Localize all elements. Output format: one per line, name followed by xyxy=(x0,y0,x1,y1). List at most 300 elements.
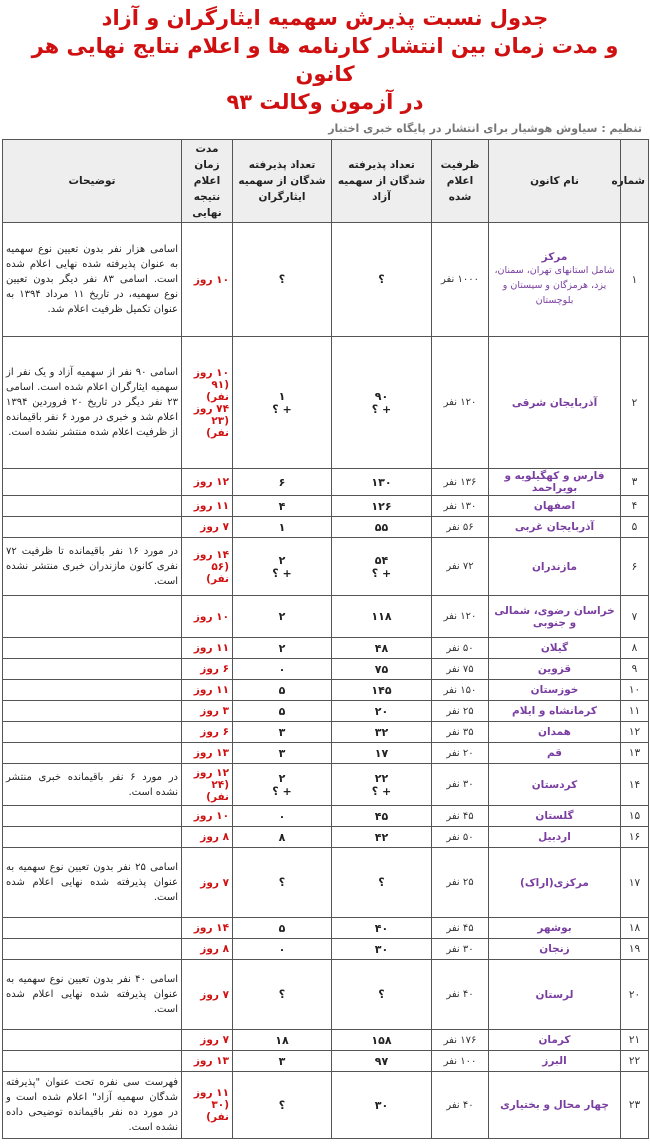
row-number-text: ۲ xyxy=(631,396,638,409)
bar-name-text: خراسان رضوی، شمالی و جنوبی xyxy=(494,604,615,629)
capacity-cell xyxy=(432,722,489,743)
free-quota-cell-text: ۱۷ xyxy=(374,746,389,760)
duration-cell xyxy=(182,743,233,764)
veteran-quota-cell-text: ۵ xyxy=(278,921,286,935)
bar-name-text: همدان xyxy=(538,726,571,738)
table-row xyxy=(3,1072,649,1139)
free-quota-cell xyxy=(332,496,432,517)
veteran-quota-cell-text: ۰ xyxy=(278,942,286,956)
table-row xyxy=(3,517,649,538)
veteran-quota-cell-text: + ؟ xyxy=(272,784,292,798)
bar-name xyxy=(489,223,621,337)
header-capacity: ظرفیت اعلام شده xyxy=(432,140,489,223)
row-number-text: ۱۴ xyxy=(628,778,641,791)
veteran-quota-cell-text: ۶ xyxy=(278,475,286,489)
capacity-cell xyxy=(432,538,489,596)
capacity-cell-text: ۱۲۰ نفر xyxy=(443,397,477,408)
capacity-cell-text: ۱۲۰ نفر xyxy=(443,611,477,622)
bar-name xyxy=(489,469,621,496)
bar-name-text: مرکزی(اراک) xyxy=(520,876,589,889)
free-quota-cell xyxy=(332,1051,432,1072)
duration-cell-text: (۲۴ نفر) xyxy=(206,778,229,803)
duration-cell-text: ۱۰ روز xyxy=(193,610,229,623)
duration-cell-text: ۸ روز xyxy=(200,943,229,955)
row-number-text: ۲۱ xyxy=(628,1034,641,1046)
duration-cell xyxy=(182,1030,233,1051)
bar-name-text: آذربایجان شرقی xyxy=(511,396,598,409)
duration-cell-text: ۷۴ روز xyxy=(193,402,229,415)
title-line-3: در آزمون وکالت ۹۳ xyxy=(226,90,424,114)
row-number-text: ۱۹ xyxy=(628,943,641,955)
bar-name-text: آذربایجان غربی xyxy=(514,521,595,533)
veteran-quota-cell-text: ؟ xyxy=(278,988,286,1001)
bar-name xyxy=(489,496,621,517)
notes-cell xyxy=(3,538,182,596)
title-line-1: جدول نسبت پذیرش سهمیه ایثارگران و آزاد xyxy=(101,6,549,30)
row-number xyxy=(621,337,649,469)
duration-cell-text: ۱۰ روز xyxy=(193,273,229,286)
veteran-quota-cell-text: + ؟ xyxy=(272,566,292,580)
bar-name-text: لرستان xyxy=(535,988,574,1001)
row-number-text: ۷ xyxy=(631,610,638,623)
row-number xyxy=(621,764,649,806)
bar-name xyxy=(489,939,621,960)
table-row xyxy=(3,337,649,469)
row-number-text: ۱۶ xyxy=(628,831,641,843)
row-number xyxy=(621,659,649,680)
duration-cell-text: ۱۱ روز xyxy=(193,684,229,696)
duration-cell-text: (۳۰ نفر) xyxy=(206,1099,229,1123)
table-row xyxy=(3,764,649,806)
header-free-quota: تعداد پذیرفته شدگان از سهمیه آزاد xyxy=(332,140,432,223)
veteran-quota-cell xyxy=(233,659,332,680)
capacity-cell-text: ۴۰ نفر xyxy=(446,989,474,1000)
veteran-quota-cell xyxy=(233,538,332,596)
capacity-cell-text: ۱۵۰ نفر xyxy=(443,684,477,696)
bar-name xyxy=(489,722,621,743)
duration-cell xyxy=(182,517,233,538)
bar-name xyxy=(489,517,621,538)
row-number-text: ۵ xyxy=(631,521,638,533)
veteran-quota-cell-text: ۲ xyxy=(278,610,286,623)
row-number xyxy=(621,848,649,918)
bar-name xyxy=(489,659,621,680)
free-quota-cell-text: + ؟ xyxy=(371,402,392,416)
duration-cell-text: (۲۳ نفر) xyxy=(206,414,229,439)
bar-name-text: کرمان xyxy=(538,1034,571,1046)
veteran-quota-cell-text: ۸ xyxy=(278,830,286,844)
bar-name xyxy=(489,1072,621,1139)
veteran-quota-cell xyxy=(233,848,332,918)
free-quota-cell-text: ۷۵ xyxy=(374,662,389,676)
duration-cell-text: ۱۰ روز xyxy=(193,366,229,379)
table-row xyxy=(3,680,649,701)
bar-name xyxy=(489,596,621,638)
table-row xyxy=(3,939,649,960)
free-quota-cell-text: ۴۲ xyxy=(374,830,389,844)
notes-cell xyxy=(3,1072,182,1139)
free-quota-cell xyxy=(332,680,432,701)
row-number-text: ۱۸ xyxy=(628,922,641,934)
row-number-text: ۳ xyxy=(631,476,638,488)
row-number-text: ۱۱ xyxy=(628,705,641,717)
notes-cell-text: در مورد ۱۶ نفر باقیمانده تا ظرفیت ۷۲ نفری کانون مازندران خبری منتشر نشده است. xyxy=(6,546,178,587)
free-quota-cell-text: ۳۰ xyxy=(374,1098,389,1112)
bar-name xyxy=(489,848,621,918)
row-number-text: ۹ xyxy=(631,663,638,675)
veteran-quota-cell-text: ۲ xyxy=(278,641,286,655)
veteran-quota-cell xyxy=(233,1051,332,1072)
row-number-text: ۲۳ xyxy=(628,1099,641,1111)
row-number-text: ۱۷ xyxy=(628,876,641,889)
row-number-text: ۱ xyxy=(631,273,638,286)
notes-cell xyxy=(3,848,182,918)
free-quota-cell-text: ؟ xyxy=(378,876,385,889)
duration-cell xyxy=(182,638,233,659)
row-number xyxy=(621,918,649,939)
notes-cell xyxy=(3,743,182,764)
notes-cell xyxy=(3,680,182,701)
row-number xyxy=(621,638,649,659)
capacity-cell xyxy=(432,918,489,939)
header-notes: توضیحات xyxy=(3,140,182,223)
notes-cell-text: اسامی ۹۰ نفر از سهمیه آزاد و یک نفر از سهمیه ایثارگران اعلام شده است. اسامی ۲۳ نفر دیگر در تاریخ ۲۰ فروردین ۱۳۹۴ اعلام شد و خبری در مورد ۶ نفر باقیمانده از ظرفیت اعلام شده منتشر نشده است. xyxy=(6,367,178,438)
free-quota-cell-text: ۲۰ xyxy=(374,704,389,718)
notes-cell xyxy=(3,1030,182,1051)
free-quota-cell-text: ۴۸ xyxy=(374,641,389,655)
bar-name xyxy=(489,337,621,469)
capacity-cell xyxy=(432,743,489,764)
veteran-quota-cell-text: ۳ xyxy=(278,1054,286,1068)
capacity-cell-text: ۷۲ نفر xyxy=(446,561,474,572)
veteran-quota-cell-text: ۵ xyxy=(278,704,286,718)
veteran-quota-cell xyxy=(233,517,332,538)
header-name: نام کانون xyxy=(489,140,621,223)
capacity-cell xyxy=(432,659,489,680)
bar-name-text: زنجان xyxy=(539,943,570,955)
row-number xyxy=(621,806,649,827)
capacity-cell-text: ۴۵ نفر xyxy=(446,922,474,934)
free-quota-cell xyxy=(332,337,432,469)
duration-cell xyxy=(182,1051,233,1072)
capacity-cell-text: ۱۰۰ نفر xyxy=(443,1055,477,1067)
capacity-cell xyxy=(432,960,489,1030)
free-quota-cell-text: ۱۲۶ xyxy=(371,499,392,513)
veteran-quota-cell xyxy=(233,638,332,659)
row-number xyxy=(621,517,649,538)
table-row xyxy=(3,960,649,1030)
bar-name-text: خوزستان xyxy=(530,684,579,696)
bar-name xyxy=(489,538,621,596)
row-number xyxy=(621,223,649,337)
notes-cell xyxy=(3,701,182,722)
table-row xyxy=(3,743,649,764)
capacity-cell-text: ۱۳۰ نفر xyxy=(443,500,477,512)
veteran-quota-cell xyxy=(233,469,332,496)
duration-cell xyxy=(182,337,233,469)
free-quota-cell-text: ۱۳۰ xyxy=(371,475,392,489)
row-number-text: ۲۲ xyxy=(628,1055,641,1067)
veteran-quota-cell-text: ۲ xyxy=(278,771,286,785)
veteran-quota-cell xyxy=(233,1030,332,1051)
duration-cell-text: ۱۳ روز xyxy=(193,1055,229,1067)
notes-cell xyxy=(3,659,182,680)
capacity-cell xyxy=(432,337,489,469)
duration-cell xyxy=(182,223,233,337)
capacity-cell-text: ۳۵ نفر xyxy=(446,726,474,738)
duration-cell-text: ۱۴ روز xyxy=(193,922,229,934)
free-quota-cell xyxy=(332,764,432,806)
notes-cell-text: اسامی هزار نفر بدون تعیین نوع سهمیه به عنوان پذیرفته شده نهایی اعلام شده است. اسامی ۸۳ نفر دیگر بدون تعیین نوع سهمیه، در تاریخ ۱۱ مرداد ۱۳۹۴ به عنوان تکمیل ظرفیت اعلام شد. xyxy=(6,244,179,315)
notes-cell xyxy=(3,806,182,827)
row-number xyxy=(621,939,649,960)
veteran-quota-cell-text: ۵ xyxy=(278,683,286,697)
capacity-cell-text: ۵۶ نفر xyxy=(446,521,474,533)
row-number xyxy=(621,701,649,722)
row-number xyxy=(621,1072,649,1139)
bar-name-text: البرز xyxy=(542,1055,567,1067)
duration-cell-text: ۶ روز xyxy=(200,663,229,675)
free-quota-cell-text: ۹۷ xyxy=(374,1054,389,1068)
bar-name-text: قزوین xyxy=(537,663,572,675)
capacity-cell-text: ۴۰ نفر xyxy=(446,1099,474,1111)
free-quota-cell-text: ۵۴ xyxy=(374,553,389,567)
duration-cell-text: (۵۶ نفر) xyxy=(206,560,229,585)
bar-name-text: چهار محال و بختیاری xyxy=(500,1099,609,1111)
free-quota-cell xyxy=(332,223,432,337)
title-line-2: و مدت زمان بین انتشار کارنامه ها و اعلام نتایج نهایی هر کانون xyxy=(31,34,619,86)
table-row xyxy=(3,1030,649,1051)
notes-cell xyxy=(3,596,182,638)
veteran-quota-cell-text: ۴ xyxy=(278,499,286,513)
veteran-quota-cell-text: ۱ xyxy=(278,520,286,534)
capacity-cell-text: ۱۰۰۰ نفر xyxy=(440,274,480,285)
row-number xyxy=(621,1030,649,1051)
duration-cell-text: ۷ روز xyxy=(200,876,229,889)
header-veteran-quota: تعداد پذیرفته شدگان از سهمیه ایثارگران xyxy=(233,140,332,223)
free-quota-cell xyxy=(332,918,432,939)
free-quota-cell-text: ۲۲ xyxy=(374,771,389,785)
free-quota-cell xyxy=(332,827,432,848)
duration-cell xyxy=(182,680,233,701)
free-quota-cell-text: + ؟ xyxy=(371,784,392,798)
free-quota-cell xyxy=(332,538,432,596)
capacity-cell-text: ۲۵ نفر xyxy=(446,705,474,717)
row-number xyxy=(621,722,649,743)
capacity-cell-text: ۲۰ نفر xyxy=(446,747,474,759)
free-quota-cell xyxy=(332,939,432,960)
capacity-cell xyxy=(432,764,489,806)
notes-cell xyxy=(3,638,182,659)
free-quota-cell-text: ۳۰ xyxy=(374,942,389,956)
duration-cell xyxy=(182,538,233,596)
row-number-text: ۱۳ xyxy=(628,747,641,759)
row-number xyxy=(621,743,649,764)
duration-cell-text: ۱۳ روز xyxy=(193,747,229,759)
bar-name-text: مازندران xyxy=(531,560,578,573)
row-number-text: ۱۵ xyxy=(628,810,641,822)
free-quota-cell-text: ۴۵ xyxy=(374,809,389,823)
table-header-row xyxy=(3,140,649,223)
table-body xyxy=(3,223,649,1139)
free-quota-cell-text: ؟ xyxy=(378,273,385,286)
row-number-text: ۲۰ xyxy=(628,988,641,1001)
notes-cell xyxy=(3,337,182,469)
veteran-quota-cell xyxy=(233,722,332,743)
row-number-text: ۱۲ xyxy=(628,726,641,738)
duration-cell-text: ۱۱ روز xyxy=(193,500,229,512)
veteran-quota-cell xyxy=(233,939,332,960)
capacity-cell-text: ۳۰ نفر xyxy=(446,779,474,790)
notes-cell xyxy=(3,469,182,496)
capacity-cell xyxy=(432,1051,489,1072)
capacity-cell-text: ۱۳۶ نفر xyxy=(443,476,477,488)
duration-cell xyxy=(182,659,233,680)
veteran-quota-cell-text: ؟ xyxy=(278,876,286,889)
bar-name-text: قم xyxy=(546,747,563,759)
capacity-cell xyxy=(432,496,489,517)
bar-name xyxy=(489,764,621,806)
duration-cell xyxy=(182,918,233,939)
bar-name-text: مرکز xyxy=(541,251,568,263)
free-quota-cell-text: ۱۵۸ xyxy=(371,1033,392,1047)
table-row xyxy=(3,918,649,939)
bar-name-text: گیلان xyxy=(540,642,569,654)
free-quota-cell xyxy=(332,469,432,496)
free-quota-cell xyxy=(332,1072,432,1139)
free-quota-cell-text: ۹۰ xyxy=(374,389,389,403)
veteran-quota-cell xyxy=(233,827,332,848)
capacity-cell-text: ۳۰ نفر xyxy=(446,943,474,955)
veteran-quota-cell xyxy=(233,337,332,469)
row-number xyxy=(621,538,649,596)
capacity-cell-text: ۱۷۶ نفر xyxy=(443,1034,477,1046)
capacity-cell-text: ۴۵ نفر xyxy=(446,810,474,822)
document-title xyxy=(0,0,650,116)
row-number xyxy=(621,496,649,517)
duration-cell xyxy=(182,764,233,806)
header-row-number: شماره xyxy=(621,140,649,223)
veteran-quota-cell-text: ۱۸ xyxy=(275,1033,289,1047)
bar-name xyxy=(489,743,621,764)
veteran-quota-cell-text: ؟ xyxy=(278,1098,286,1112)
veteran-quota-cell-text: ۰ xyxy=(278,809,286,823)
row-number xyxy=(621,1051,649,1072)
capacity-cell xyxy=(432,638,489,659)
row-number xyxy=(621,680,649,701)
duration-cell-text: ۷ روز xyxy=(200,521,229,533)
veteran-quota-cell xyxy=(233,918,332,939)
duration-cell xyxy=(182,722,233,743)
free-quota-cell xyxy=(332,960,432,1030)
duration-cell-text: ۱۱ روز xyxy=(193,642,229,654)
notes-cell-text: فهرست سی نفره تحت عنوان "پذیرفته شدگان سهمیه آزاد" اعلام شده است و در مورد ده نفر باقیمانده توضیحی داده نشده است. xyxy=(6,1077,178,1133)
row-number-text: ۱۰ xyxy=(628,684,641,696)
bar-name-text: اصفهان xyxy=(533,500,576,512)
veteran-quota-cell xyxy=(233,680,332,701)
duration-cell-text: ۸ روز xyxy=(200,831,229,843)
notes-cell xyxy=(3,827,182,848)
table-row xyxy=(3,806,649,827)
row-number xyxy=(621,596,649,638)
table-row xyxy=(3,223,649,337)
table-row xyxy=(3,538,649,596)
bar-name xyxy=(489,806,621,827)
capacity-cell xyxy=(432,469,489,496)
row-number-text: ۶ xyxy=(631,560,638,573)
veteran-quota-cell xyxy=(233,223,332,337)
capacity-cell xyxy=(432,806,489,827)
bar-name-text: کرمانشاه و ایلام xyxy=(512,705,597,717)
notes-cell xyxy=(3,939,182,960)
notes-cell-text: اسامی ۲۵ نفر بدون تعیین نوع سهمیه به عنوان پذیرفته شده نهایی اعلام شده است. xyxy=(6,862,178,903)
table-row xyxy=(3,722,649,743)
free-quota-cell-text: ۳۲ xyxy=(374,725,389,739)
capacity-cell xyxy=(432,848,489,918)
veteran-quota-cell xyxy=(233,496,332,517)
notes-cell xyxy=(3,918,182,939)
duration-cell-text: (۹۱ نفر) xyxy=(206,378,229,403)
duration-cell-text: ۷ روز xyxy=(200,1034,229,1046)
veteran-quota-cell-text: ۳ xyxy=(278,746,286,760)
bar-name-text: فارس و کهگیلویه و بویراحمد xyxy=(504,470,605,494)
notes-cell xyxy=(3,223,182,337)
capacity-cell-text: ۵۰ نفر xyxy=(446,642,474,654)
veteran-quota-cell-text: + ؟ xyxy=(272,402,292,416)
duration-cell xyxy=(182,469,233,496)
notes-cell xyxy=(3,496,182,517)
bar-name xyxy=(489,827,621,848)
bar-name-text: بوشهر xyxy=(537,922,572,934)
notes-cell xyxy=(3,517,182,538)
duration-cell-text: ۱۲ روز xyxy=(193,476,229,488)
duration-cell-text: ۶ روز xyxy=(200,726,229,738)
veteran-quota-cell xyxy=(233,743,332,764)
bar-name xyxy=(489,960,621,1030)
duration-cell xyxy=(182,848,233,918)
capacity-cell xyxy=(432,1072,489,1139)
free-quota-cell-text: ۴۰ xyxy=(374,921,389,935)
veteran-quota-cell-text: ۰ xyxy=(278,662,286,676)
table-row xyxy=(3,496,649,517)
free-quota-cell xyxy=(332,743,432,764)
notes-cell-text: اسامی ۴۰ نفر بدون تعیین نوع سهمیه به عنوان پذیرفته شده نهایی اعلام شده است. xyxy=(6,974,178,1015)
credit-line: تنظیم : سیاوش هوشیار برای انتشار در پایگاه خبری اختبار xyxy=(328,122,642,135)
free-quota-cell xyxy=(332,596,432,638)
duration-cell-text: ۷ روز xyxy=(200,988,229,1001)
free-quota-cell-text: + ؟ xyxy=(371,566,392,580)
table-row xyxy=(3,638,649,659)
free-quota-cell xyxy=(332,806,432,827)
veteran-quota-cell-text: ۲ xyxy=(278,553,286,567)
notes-cell xyxy=(3,764,182,806)
free-quota-cell xyxy=(332,659,432,680)
table-row xyxy=(3,827,649,848)
veteran-quota-cell-text: ؟ xyxy=(278,273,286,286)
free-quota-cell-text: ۱۴۵ xyxy=(371,683,392,697)
duration-cell xyxy=(182,1072,233,1139)
row-number xyxy=(621,469,649,496)
notes-cell xyxy=(3,722,182,743)
notes-cell xyxy=(3,1051,182,1072)
free-quota-cell xyxy=(332,722,432,743)
veteran-quota-cell xyxy=(233,1072,332,1139)
duration-cell xyxy=(182,496,233,517)
free-quota-cell xyxy=(332,638,432,659)
duration-cell-text: ۱۱ روز xyxy=(193,1087,229,1099)
capacity-cell xyxy=(432,701,489,722)
capacity-cell-text: ۵۰ نفر xyxy=(446,831,474,843)
